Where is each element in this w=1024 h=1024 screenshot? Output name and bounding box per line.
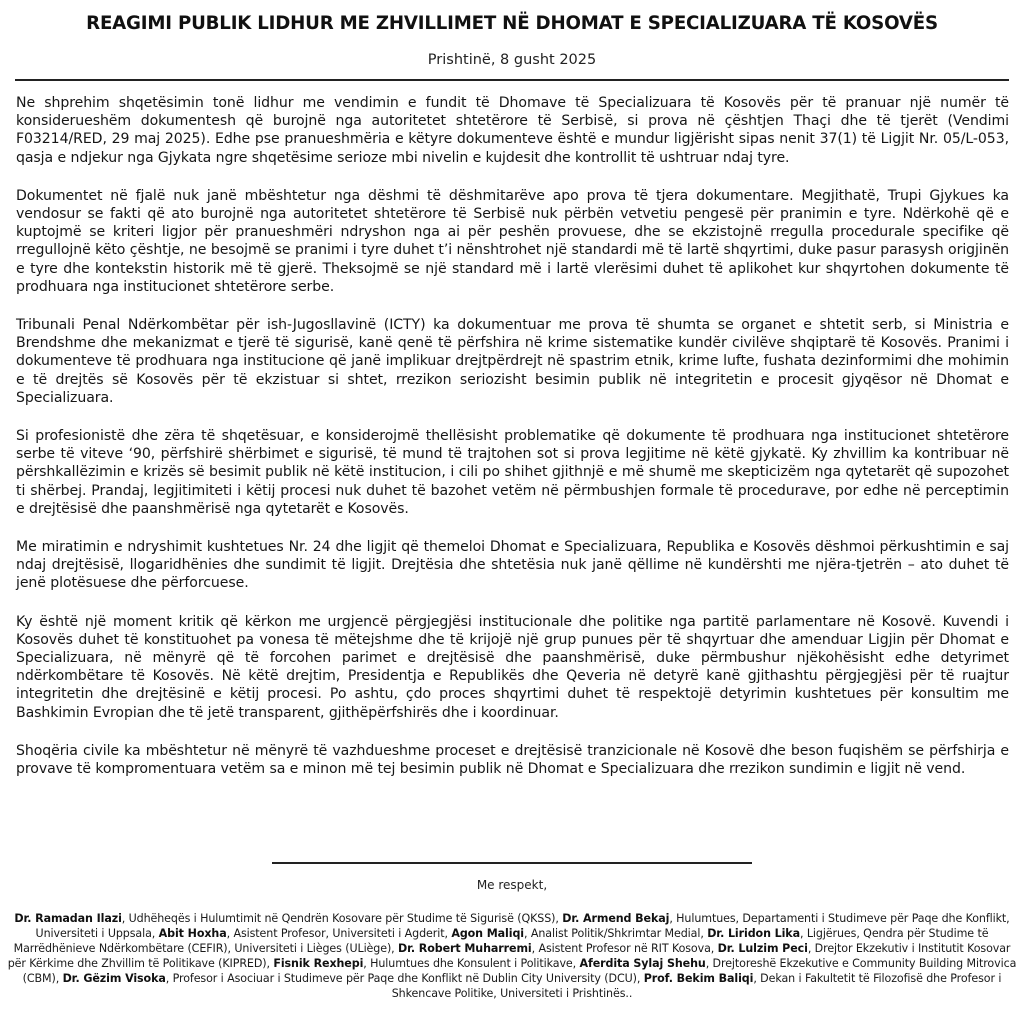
signatory-name: Dr. Armend Bekaj [562,912,670,925]
signatory-role: , Dekan i Fakultetit të Filozofisë dhe Profesor i Shkencave Politike, Universiteti i Prishtinës.. [391,972,1002,1000]
signatory-name: Abit Hoxha [158,927,227,940]
dateline: Prishtinë, 8 gusht 2025 [427,52,597,68]
signatory-role: , Drejtor Ekzekutiv i Institutit Kosovar për Kërkime dhe Zhvillim të Politikave (KIPRED), [7,942,1011,970]
signatory-name: Dr. Ramadan Ilazi [14,912,122,925]
signatory-role: , Asistent Profesor, Universiteti i Agderit, [226,927,452,940]
closing-line: Me respekt, [476,878,548,892]
signatories-list [6,911,1018,1001]
signatory-name: Aferdita Sylaj Shehu [579,957,706,970]
signatory-role: , Analist Politik/Shkrimtar Medial, [524,927,708,940]
signatory-role: , Asistent Profesor në RIT Kosova, [531,942,718,955]
signatory-role: , Hulumtues dhe Konsulent i Politikave, [363,957,580,970]
signatory-name: Dr. Liridon Lika [707,927,800,940]
statement-body [16,94,1009,798]
paragraph-3: Tribunali Penal Ndërkombëtar për ish-Jugosllavinë (ICTY) ka dokumentuar me prova të shumta se organet e shtetit serb, si Ministria e Brendshme dhe mekanizmat e tjerë të sigurisë, kanë qenë të përfshira në krime sistematike kundër civilëve shqiptarë të Kosovës. Pranimi i dokumenteve të prodhuara nga institucione që janë implikuar drejtpërdrejt në spastrim etnik, krime lufte, fushata dezinformimi dhe mohimin e të drejtës së Kosovës për të ekzistuar si shtet, rrezikon seriozisht besimin publik në integritetin e procesit gjyqësor në Dhomat e Specializuara. [16,317,1009,406]
signatory-role: , Ligjërues, Qendra për Studime të Marrëdhënieve Ndërkombëtare (CEFIR), Universiteti i Lièges (ULiège), [13,927,989,955]
signatory-role: , Drejtoreshë Ekzekutive e Community Building Mitrovica (CBM), [22,957,1017,985]
paragraph-2: Dokumentet në fjalë nuk janë mbështetur nga dëshmi të dëshmitarëve apo prova të tjera dokumentare. Megjithatë, Trupi Gjykues ka vendosur se fakti që ato burojnë nga autoritetet shtetërore të Serbisë nuk përbën vetvetiu pengesë për pranimin e tyre. Ndërkohë që e kuptojmë se kriteri ligjor për pranueshmëri ndryshon nga ai për peshën provuese, dhe se ekzistojnë rregulla procedurale specifike që rregullojnë këto çështje, ne besojmë se pranimi i tyre duhet t’i nënshtrohet një standardi më të lartë shqyrtimi, duke pasur parasysh origjinën e tyre dhe kontekstin historik më të gjerë. Theksojmë se një standard më i lartë vlerësimi duhet të aplikohet kur shqyrtohen dokumente të prodhuara nga institucionet shtetërore serbe. [16,187,1009,295]
signatory-name: Dr. Gëzim Visoka [62,972,166,985]
signatory-role: , Profesor i Asociuar i Studimeve për Paqe dhe Konflikt në Dublin City University (DCU), [165,972,644,985]
paragraph-6: Ky është një moment kritik që kërkon me urgjencë përgjegjësi institucionale dhe politike nga partitë parlamentare në Kosovë. Kuvendi i Kosovës duhet të konstituohet pa vonesa të mëtejshme dhe të krijojë një grup punues për të shqyrtuar dhe amenduar Ligjin për Dhomat e Specializuara, në mënyrë që të forcohen parimet e drejtësisë dhe paanshmërisë, duke përmbushur njëkohësisht edhe detyrimet ndërkombëtare të Kosovës. Në këtë drejtim, Presidentja e Republikës dhe Qeveria në detyrë kanë gjithashtu përgjegjësi për të ruajtur integritetin dhe drejtësinë e këtij procesi. Po ashtu, çdo proces shqyrtimi duhet të respektojë detyrimin kushtetues për konsultim me Bashkimin Evropian dhe të jetë transparent, gjithëpërfshirës dhe i koordinuar. [16,613,1009,721]
bottom-divider [272,862,752,864]
signatory-role: , Hulumtues, Departamenti i Studimeve për Paqe dhe Konflikt, Universiteti i Uppsala, [35,912,1010,940]
signatory-name: Dr. Lulzim Peci [717,942,808,955]
signatory-name: Agon Maliqi [451,927,525,940]
paragraph-4: Si profesionistë dhe zëra të shqetësuar, e konsiderojmë thellësisht problematike që dokumente të prodhuara nga institucionet shtetërore serbe të viteve ‘90, përfshirë shërbimet e sigurisë, të mund të trajtohen sot si prova legjitime në këtë gjykatë. Ky zhvillim ka kontribuar në përshkallëzimin e krizës së besimit publik në këtë institucion, i cili po shihet gjithnjë e më shumë me skepticizëm nga qytetarët që supozohet ti shërbej. Prandaj, legjitimiteti i këtij procesi nuk duhet të bazohet vetëm në përmbushjen formale të procedurave, por edhe në perceptimin e drejtësisë dhe paanshmërisë nga qytetarët e Kosovës. [16,428,1009,517]
paragraph-1: Ne shprehim shqetësimin tonë lidhur me vendimin e fundit të Dhomave të Specializuara të Kosovës për të pranuar një numër të konsiderueshëm dokumentesh që burojnë nga autoritetet shtetërore të Serbisë, si prova në çështjen Thaçi dhe të tjerët (Vendimi F03214/RED, 29 maj 2025). Edhe pse pranueshmëria e këtyre dokumenteve është e mundur ligjërisht sipas nenit 37(1) të Ligjit Nr. 05/L-053, qasja e ndjekur nga Gjykata ngre shqetësime serioze mbi nivelin e kujdesit dhe kontrollit të ushtruar ndaj tyre. [16,95,1009,166]
top-divider [15,79,1009,81]
signatory-name: Prof. Bekim Baliqi [643,972,754,985]
paragraph-7: Shoqëria civile ka mbështetur në mënyrë të vazhdueshme proceset e drejtësisë tranzicionale në Kosovë dhe beson fuqishëm se përfshirja e provave të kompromentuara vetëm sa e minon më tej besimin publik në Dhomat e Specializuara dhe rrezikon sundimin e ligjit në vend. [16,742,1009,778]
signatory-name: Fisnik Rexhepi [273,957,364,970]
signatory-name: Dr. Robert Muharremi [398,942,532,955]
signatory-role: , Udhëheqës i Hulumtimit në Qendrën Kosovare për Studime të Sigurisë (QKSS), [121,912,563,925]
document-title: REAGIMI PUBLIK LIDHUR ME ZHVILLIMET NË DHOMAT E SPECIALIZUARA TË KOSOVËS [86,13,938,34]
paragraph-5: Me miratimin e ndryshimit kushtetues Nr. 24 dhe ligjit që themeloi Dhomat e Specializuara, Republika e Kosovës dëshmoi përkushtimin e saj ndaj drejtësisë, llogaridhënies dhe sundimit të ligjit. Drejtësia dhe shtetësia nuk janë qëllime në kundërshti me njëra-tjetrën – ato duhet të jenë plotësuese dhe përforcuese. [16,539,1009,592]
